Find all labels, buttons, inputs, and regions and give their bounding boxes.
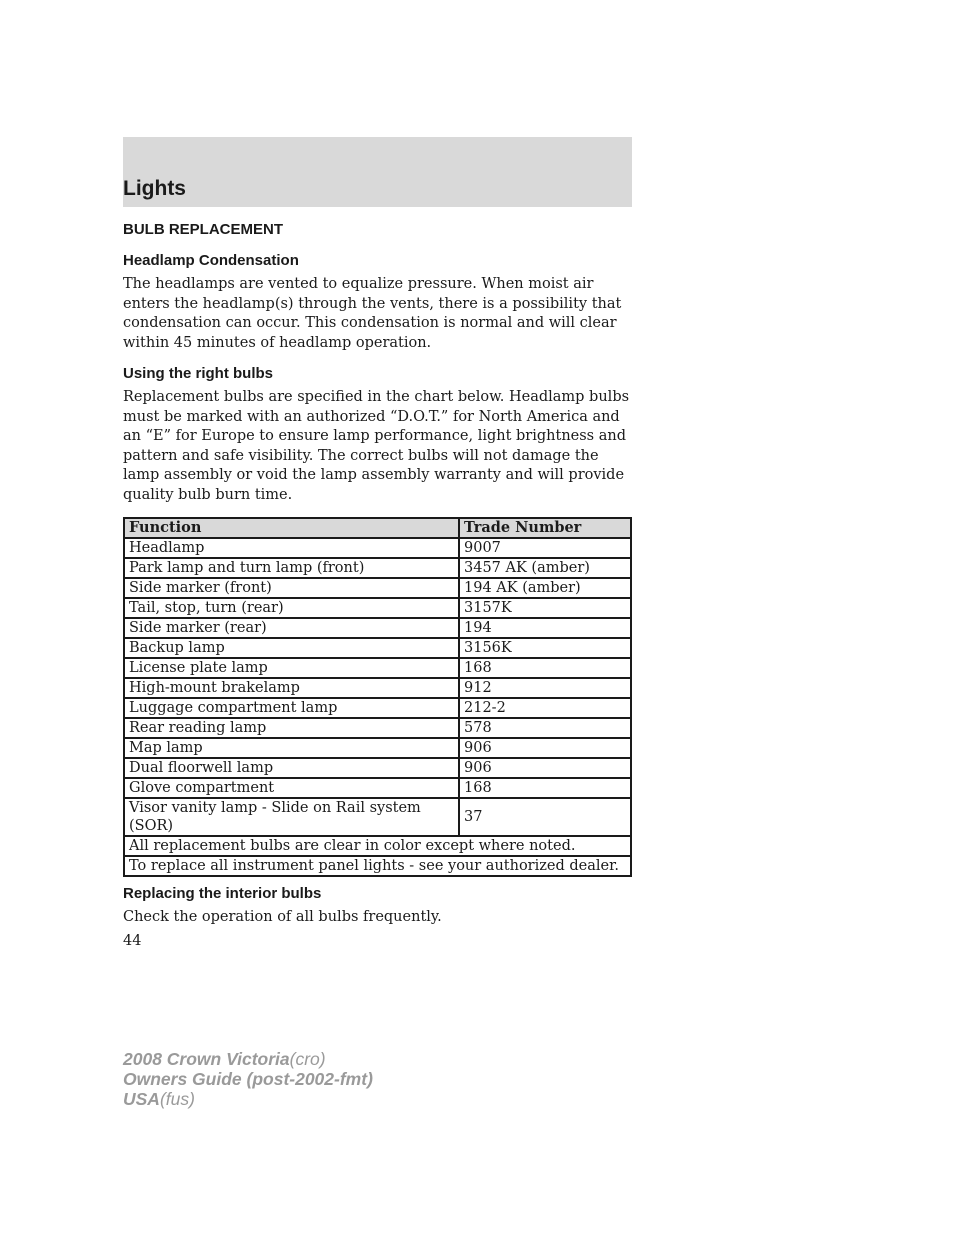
function-cell: Side marker (front) (124, 578, 459, 598)
function-cell: License plate lamp (124, 658, 459, 678)
footer-market: USA (123, 1089, 160, 1109)
function-cell: Glove compartment (124, 778, 459, 798)
footer-line-2 (123, 1069, 373, 1089)
section-header-band (123, 137, 632, 207)
table-note-instrument-panel: To replace all instrument panel lights - see your authorized dealer. (124, 856, 631, 876)
function-cell: Backup lamp (124, 638, 459, 658)
table-row (124, 658, 631, 678)
document-footer (123, 1049, 373, 1109)
page-content (123, 221, 632, 940)
table-row (124, 538, 631, 558)
table-row (124, 718, 631, 738)
interior-bulbs-heading: Replacing the interior bulbs (123, 885, 322, 902)
table-row (124, 698, 631, 718)
footer-line-1 (123, 1049, 373, 1069)
condensation-heading: Headlamp Condensation (123, 252, 299, 269)
table-header-row (124, 518, 631, 538)
table-note-row (124, 836, 631, 856)
trade-number-cell: 168 (459, 778, 631, 798)
trade-number-cell: 168 (459, 658, 631, 678)
column-header-trade-number: Trade Number (459, 518, 631, 538)
table-note-row (124, 856, 631, 876)
function-cell: Side marker (rear) (124, 618, 459, 638)
section-title: Lights (123, 177, 186, 200)
trade-number-cell: 194 (459, 618, 631, 638)
footer-market-code: (fus) (159, 1089, 195, 1109)
function-cell: Rear reading lamp (124, 718, 459, 738)
column-header-function: Function (124, 518, 459, 538)
table-row (124, 758, 631, 778)
trade-number-cell: 906 (459, 758, 631, 778)
trade-number-cell: 3157K (459, 598, 631, 618)
function-cell: High-mount brakelamp (124, 678, 459, 698)
function-cell: Luggage compartment lamp (124, 698, 459, 718)
table-row (124, 798, 631, 836)
function-cell: Headlamp (124, 538, 459, 558)
page-number: 44 (123, 933, 142, 949)
footer-model: 2008 Crown Victoria (123, 1049, 290, 1069)
table-row (124, 638, 631, 658)
bulb-table (123, 517, 632, 877)
footer-line-3 (123, 1089, 373, 1109)
function-cell: Dual floorwell lamp (124, 758, 459, 778)
footer-model-code: (cro) (289, 1049, 326, 1069)
function-cell: Visor vanity lamp - Slide on Rail system (SOR) (124, 798, 459, 836)
function-cell: Tail, stop, turn (rear) (124, 598, 459, 618)
trade-number-cell: 9007 (459, 538, 631, 558)
table-note-clear-color: All replacement bulbs are clear in color except where noted. (124, 836, 631, 856)
trade-number-cell: 906 (459, 738, 631, 758)
trade-number-cell: 912 (459, 678, 631, 698)
table-row (124, 578, 631, 598)
table-row (124, 778, 631, 798)
trade-number-cell: 3156K (459, 638, 631, 658)
function-cell: Map lamp (124, 738, 459, 758)
table-row (124, 598, 631, 618)
right-bulbs-heading: Using the right bulbs (123, 365, 273, 382)
function-cell: Park lamp and turn lamp (front) (124, 558, 459, 578)
trade-number-cell: 212-2 (459, 698, 631, 718)
trade-number-cell: 578 (459, 718, 631, 738)
condensation-text: The headlamps are vented to equalize pressure. When moist air enters the headlamp(s) through the vents, there is a possibility that condensation can occur. This condensation is normal and will clear within 45 minutes of headlamp operation. (123, 276, 622, 351)
right-bulbs-text: Replacement bulbs are specified in the chart below. Headlamp bulbs must be marked with an authorized “D.O.T.” for North America and an “E” for Europe to ensure lamp performance, light brightness and pattern and safe visibility. The correct bulbs will not damage the lamp assembly or void the lamp assembly warranty and will provide quality bulb burn time. (123, 389, 630, 503)
footer-guide: Owners Guide (post-2002-fmt) (123, 1069, 373, 1089)
trade-number-cell: 194 AK (amber) (459, 578, 631, 598)
table-row (124, 558, 631, 578)
trade-number-cell: 3457 AK (amber) (459, 558, 631, 578)
trade-number-cell: 37 (459, 798, 631, 836)
main-heading: BULB REPLACEMENT (123, 221, 283, 238)
table-row (124, 738, 631, 758)
table-row (124, 618, 631, 638)
table-row (124, 678, 631, 698)
interior-bulbs-text: Check the operation of all bulbs frequently. (123, 909, 442, 925)
